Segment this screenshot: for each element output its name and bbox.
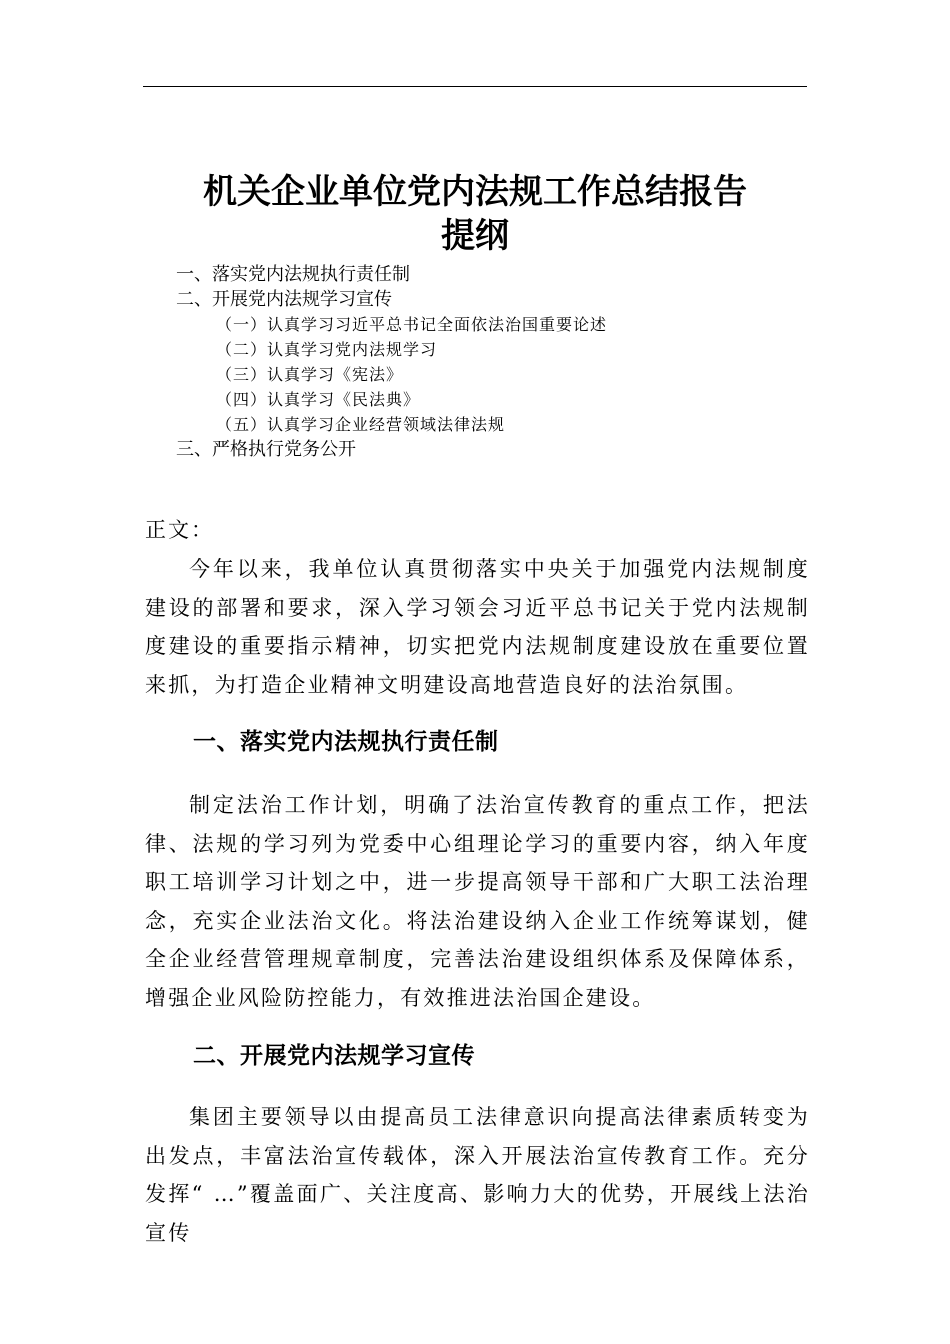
document-title: 机关企业单位党内法规工作总结报告 [203,172,747,212]
document-title-line2: 提纲 [441,216,509,256]
intro-paragraph-block [145,550,810,704]
section-1-paragraph: 制定法治工作计划，明确了法治宣传教育的重点工作，把法律、法规的学习列为党委中心组理论学习的重要内容，纳入年度职工培训学习计划之中，进一步提高领导干部和广大职工法治理念，充实企业法治文化。将法治建设纳入企业工作统筹谋划，健全企业经营管理规章制度，完善法治建设组织体系及保障体系，增强企业风险防控能力，有效推进法治国企建设。 [145,793,810,1010]
outline-item-1: 一、落实党内法规执行责任制 [176,264,410,285]
outline-subitem-3: （三）认真学习《宪法》 [216,365,404,384]
header-rule [143,86,807,87]
outline-subitem-5: （五）认真学习企业经营领域法律法规 [216,415,506,434]
section-heading-1: 一、落实党内法规执行责任制 [193,729,499,755]
outline-subitem-4: （四）认真学习《民法典》 [216,390,421,409]
section-heading-2: 二、开展党内法规学习宣传 [193,1043,475,1069]
section-2-paragraph: 集团主要领导以由提高员工法律意识向提高法律素质转变为出发点，丰富法治宣传载体，深入开展法治宣传教育工作。充分发挥“ …”覆盖面广、关注度高、影响力大的优势，开展线上法治宣传 [145,1105,810,1245]
intro-paragraph: 今年以来，我单位认真贯彻落实中央关于加强党内法规制度建设的部署和要求，深入学习领会习近平总书记关于党内法规制度建设的重要指示精神，切实把党内法规制度建设放在重要位置来抓，为打造企业精神文明建设高地营造良好的法治氛围。 [145,557,810,697]
outline-item-3: 三、严格执行党务公开 [176,439,356,460]
outline-subitem-1: （一）认真学习习近平总书记全面依法治国重要论述 [216,315,608,334]
outline [176,262,816,462]
section-2-block [145,1098,810,1252]
outline-subitem-2: （二）认真学习党内法规学习 [216,340,438,359]
body-label: 正文： [145,518,214,542]
outline-item-2: 二、开展党内法规学习宣传 [176,289,392,310]
section-1-block [145,786,810,1017]
